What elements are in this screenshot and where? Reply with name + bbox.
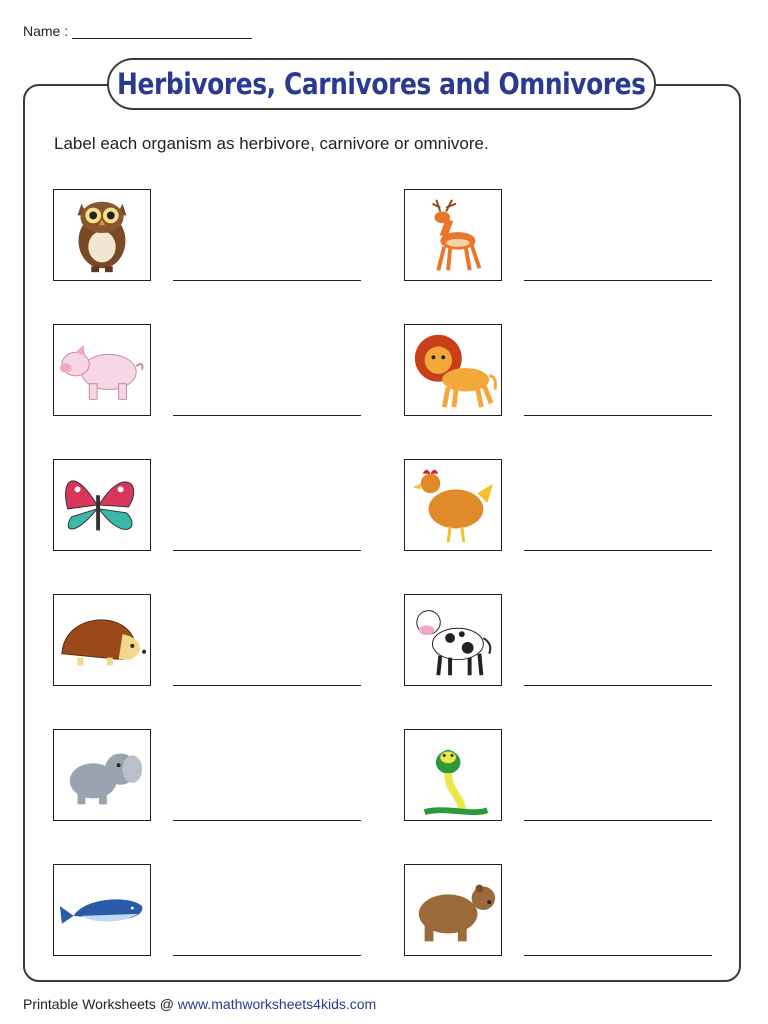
answer-line[interactable] xyxy=(173,550,361,551)
footer-prefix: Printable Worksheets @ xyxy=(23,996,178,1012)
answer-line[interactable] xyxy=(524,955,712,956)
answer-line[interactable] xyxy=(173,415,361,416)
bear-icon xyxy=(404,864,502,956)
hedgehog-icon xyxy=(53,594,151,686)
name-label: Name : xyxy=(23,23,69,39)
footer-link[interactable]: www.mathworksheets4kids.com xyxy=(177,996,377,1012)
name-field[interactable] xyxy=(72,22,252,39)
footer xyxy=(23,996,376,1012)
answer-line[interactable] xyxy=(173,685,361,686)
lion-icon xyxy=(404,324,502,416)
elephant-icon xyxy=(53,729,151,821)
owl-icon xyxy=(53,189,151,281)
name-row xyxy=(23,22,252,39)
answer-line[interactable] xyxy=(524,550,712,551)
deer-icon xyxy=(404,189,502,281)
pig-icon xyxy=(53,324,151,416)
answer-line[interactable] xyxy=(524,280,712,281)
butterfly-icon xyxy=(53,459,151,551)
answer-line[interactable] xyxy=(524,685,712,686)
answer-line[interactable] xyxy=(173,955,361,956)
answer-line[interactable] xyxy=(524,415,712,416)
whale-icon xyxy=(53,864,151,956)
answer-line[interactable] xyxy=(173,820,361,821)
answer-line[interactable] xyxy=(173,280,361,281)
cobra-icon xyxy=(404,729,502,821)
title-banner xyxy=(107,58,656,110)
cow-icon xyxy=(404,594,502,686)
answer-line[interactable] xyxy=(524,820,712,821)
hen-icon xyxy=(404,459,502,551)
instructions: Label each organism as herbivore, carnivore or omnivore. xyxy=(54,134,489,153)
page-title: Herbivores, Carnivores and Omnivores xyxy=(117,67,646,101)
